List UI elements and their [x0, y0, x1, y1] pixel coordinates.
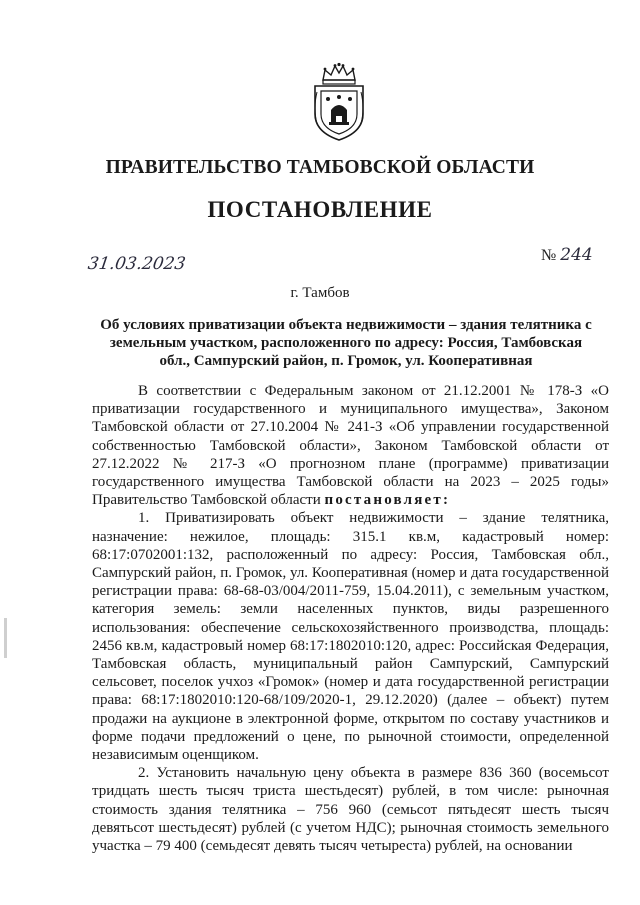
- document-date: 31.03.2023: [86, 254, 187, 274]
- coat-of-arms-icon: [309, 62, 369, 142]
- document-type-title: ПОСТАНОВЛЕНИЕ: [207, 197, 433, 222]
- city-label: г. Тамбов: [290, 285, 350, 301]
- government-title: ПРАВИТЕЛЬСТВО ТАМБОВСКОЙ ОБЛАСТИ: [105, 157, 535, 178]
- number-value: 244: [560, 245, 593, 265]
- number-prefix: №: [541, 247, 557, 264]
- document-subject: Об условиях приватизации объекта недвижимости – здания телятника с земельным участком, расположенного по адресу: Россия, Тамбовская обл., Сампурский район, п. Громок, ул. Кооперативная: [100, 317, 592, 369]
- decree-word: постановляет: [324, 492, 443, 509]
- document-number: [541, 245, 593, 265]
- preamble-paragraph: [92, 382, 609, 509]
- document-body: [92, 382, 609, 855]
- preamble-text: В соответствии с Федеральным законом от 21.12.2001 № 178-З «О приватизации государственного и муниципального имущества», Законом Тамбовской области от 27.10.2004 № 241-З «Об управлении государственной собственностью Тамбовской области», Законом Тамбовской области от 27.12.2022 № 217-З «О прогнозном плане (программе) приватизации государственного имущества Тамбовской области на 2023 – 2025 годы» Правительство Тамбовской области: [92, 383, 609, 509]
- decree-colon: :: [442, 492, 448, 509]
- item-1-paragraph: 1. Приватизировать объект недвижимости – здание телятника, назначение: нежилое, площадь: 315.1 кв.м, кадастровый номер: 68:17:0702001:132, расположенный по адресу: Россия, Тамбовская обл., Сампурский район, п. Громок, ул. Кооперативная (номер и дата государственной регистрации права: 68-68-03/004/2011-759, 15.04.2011), с земельным участком, категория земель: земли населенных пунктов, виды разрешенного использования: обеспечение сельскохозяйственного производства, площадь: 2456 кв.м, кадастровый номер 68:17:1802010:120, адрес: Российская Федерация, Тамбовская область, муниципальный район Сампурский, Сампурский сельсовет, поселок учхоз «Громок» (номер и дата государственной регистрации права: 68:17:1802010:120-68/109/2020-1, 29.12.2020) (далее – объект) путем продажи на аукционе в электронной форме, открытом по составу участников и форме подачи предложений о цене, по рыночной стоимости, определенной независимым оценщиком.: [92, 510, 609, 764]
- item-2-paragraph: 2. Установить начальную цену объекта в размере 836 360 (восемьсот тридцать шесть тысяч триста шестьдесят) рублей, в том числе: рыночная стоимость здания телятника – 756 960 (семьсот пятьдесят шесть тысяч девятьсот шестьдесят) рублей (с учетом НДС); рыночная стоимость земельного участка – 79 400 (семьдесят девять тысяч четыреста) рублей, на основании: [92, 765, 609, 855]
- scan-edge-mark: [4, 618, 7, 658]
